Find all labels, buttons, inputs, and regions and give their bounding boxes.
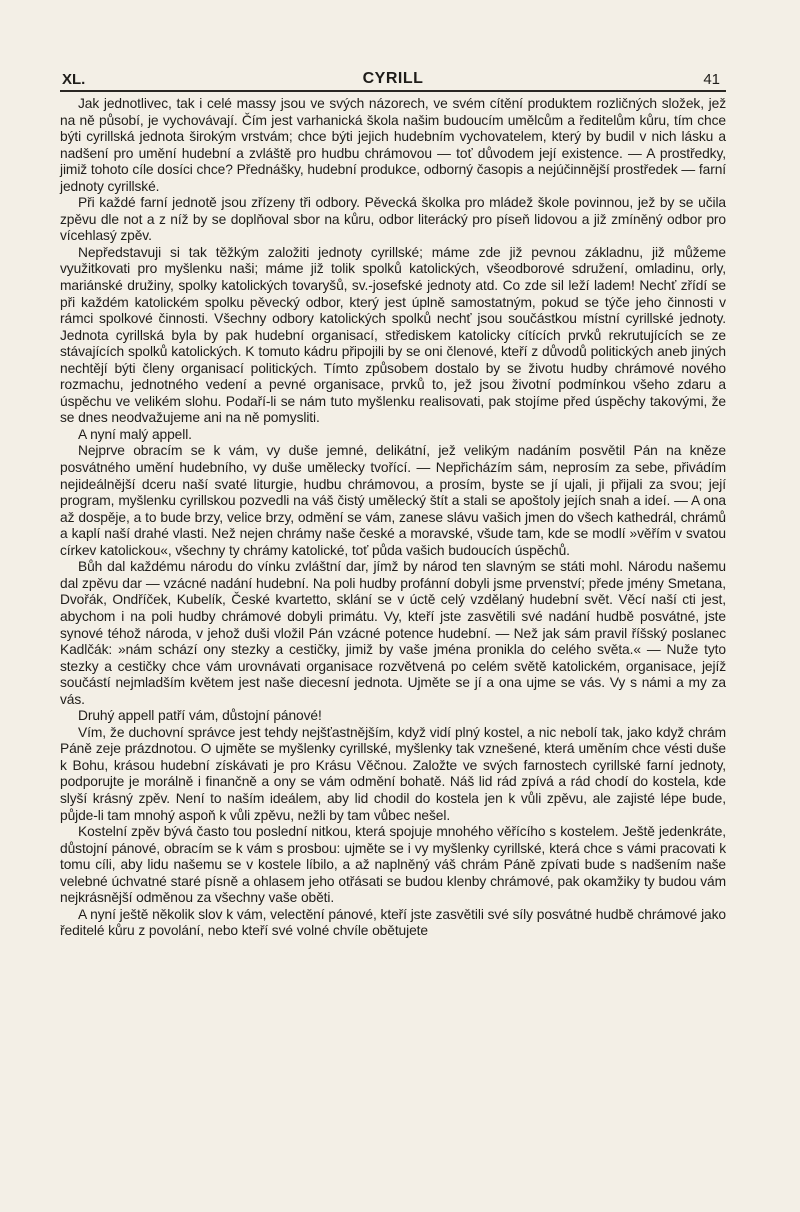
running-header <box>60 64 726 92</box>
paragraph-2: Při každé farní jednotě jsou zřízeny tři odbory. Pěvecká školka pro mládež škole povinnou, jež by se učila zpěvu dle not a z níž by se doplňoval sbor na kůru, odbor literácký pro píseň lidovou a již zmíněný odbor pro vícehlasý zpěv. <box>60 195 726 244</box>
paragraph-5: Nejprve obracím se k vám, vy duše jemné, delikátní, jež velikým nadáním posvětil Pán na kněze posvátného umění hudebního, vy duše umělecky tvořící. — Nepřicházím sám, neprosím za sebe, přivádím nejideálnější dceru naší svaté liturgie, hudbu chrámovou, a prosím, byste se jí ujali, ji přijali za svou; její program, myšlenku cyrillskou pozvedli na váš čistý umělecký štít a stali se apoštoly jejích snah a ideí. — A ona až dospěje, a to bude brzy, velice brzy, odmění se vám, zanese slávu vašich jmen do všech kathedrál, chrámů a kaplí naší drahé vlasti. Než nejen chrámy naše české a moravské, všude tam, kde se modlí »věřím v svatou církev katolickou«, všechny ty chrámy katolické, toť půda vašich budoucích úspěchů. <box>60 443 726 558</box>
page-number: 41 <box>703 71 720 88</box>
article-body <box>60 96 726 940</box>
paragraph-6: Bůh dal každému národu do vínku zvláštní dar, jímž by národ ten slavným se státi mohl. Národu našemu dal zpěvu dar — vzácné nadání hudební. Na poli hudby profánní dobyli jsme prvenství; přede jmény Smetana, Dvořák, Ondříček, Kubelík, České kvartetto, sklání se v úctě celý vzdělaný hudební svět. Věcí naší cti jest, abychom i na poli hudby chrámové dobyli primátu. Vy, kteří jste zasvětili své nadání hudbě posvátné, jste synové téhož národa, v jehož duši vložil Pán vzácné potence hudební. — Než jak sám pravil říšský poslanec Kadlčák: »nám schází ony stezky a cestičky, jimiž by vaše jména pronikla do celého světa.« — Nuže tyto stezky a cestičky chce vám urovnávati organisace rozvětvená po celém světě katolickém, organisace, jejíž součástí nejmladším květem jest naše diecesní jednota. Ujměte se jí a ona ujme se vás. Vy s námi a my za vás. <box>60 559 726 707</box>
paragraph-3: Nepředstavuji si tak těžkým založiti jednoty cyrillské; máme zde již pevnou základnu, již můžeme využitkovati pro myšlenku naši; máme již tolik spolků katolických, všeodborové sdružení, omladinu, orly, mariánské družiny, spolky katolických tovaryšů, sv.-josefské jednoty atd. Co zde sil leží ladem! Nechť zřídí se při každém katolickém spolku pěvecký odbor, který jest úplně samostatným, pokud se týče jeho činnosti v rámci spolkové činnosti. Všechny odbory katolických spolků nechť jsou součástkou místní cyrillské jednoty. Jednota cyrillská byla by pak hudební organisací, střediskem katolicky cítících prvků rekrutujících se ze stávajících spolků katolických. K tomuto kádru připojili by se oni členové, kteří z důvodů politických aneb jiných nechtějí býti členy organisací politických. Tímto způsobem dostalo by se životu hudby chrámové nového rozmachu, jednotného vedení a pevné organisace, prvků to, jež jsou životní podmínkou všeho zdaru a úspěchu ve velikém slohu. Podaří-li se nám tuto myšlenku realisovati, pak stojíme před úspěchy takovými, že se dnes neodvažujeme ani na ně pomysliti. <box>60 244 726 426</box>
paragraph-8: Vím, že duchovní správce jest tehdy nejšťastnějším, když vidí plný kostel, a nic nebolí tak, jako když chrám Páně zeje prázdnotou. O ujměte se myšlenky cyrillské, myšlenky tak vznešené, která uměním chce vésti duše k Bohu, krásou hudební získávati je pro Krásu Věčnou. Založte ve svých farnostech cyrillské farní jednoty, podporujte je morálně i finančně a ony se vám odmění bohatě. Náš lid rád zpívá a rád chodí do kostela, kde slyší krásný zpěv. Není to naším ideálem, aby lid chodil do kostela jen k vůli zpěvu, ale zajisté lépe bude, půjde-li tam mnohý aspoň k vůli zpěvu, nežli by tam vůbec nešel. <box>60 724 726 823</box>
paragraph-1: Jak jednotlivec, tak i celé massy jsou ve svých názorech, ve svém cítění produktem rozličných složek, jež na ně působí, je vychovávají. Čím jest varhanická škola našim budoucím umělcům a ředitelům kůru, tím chce býti cyrillská jednota širokým vrstvám; chce býti jejich hudebním vychovatelem, který by budil v nich lásku a nadšení pro umění hudební a zvláště pro hudbu chrámovou — toť důvodem její existence. — A prostředky, jimiž tohoto cíle dosíci chce? Přednášky, hudební produkce, odborný časopis a nejúčinnější prostředek — farní jednoty cyrillské. <box>60 96 726 194</box>
volume-number: XL. <box>62 71 86 88</box>
paragraph-10: A nyní ještě několik slov k vám, velectění pánové, kteří jste zasvětili své síly posvátné hudbě chrámové jako ředitelé kůru z povolání, nebo kteří své volné chvíle obětujete <box>60 906 726 939</box>
paragraph-9: Kostelní zpěv bývá často tou poslední nitkou, která spojuje mnohého věřícího s kostelem. Ještě jedenkráte, důstojní pánové, obracím se k vám s prosbou: ujměte se i vy myšlenky cyrillské, která chce s vámi pracovati k tomu cíli, aby lidu našemu se v kostele líbilo, a až naplněný váš chrám Páně zpívati bude s nadšením naše velebné úchvatné staré písně a ohlasem jeho otřásati se budou klenby chrámové, pak okamžiky ty budou vám nejkrásnější odměnou za všechny vaše oběti. <box>60 824 726 906</box>
paragraph-7: Druhý appell patří vám, důstojní pánové! <box>78 708 322 724</box>
paragraph-4: A nyní malý appell. <box>78 426 192 442</box>
journal-title: CYRILL <box>362 70 424 87</box>
